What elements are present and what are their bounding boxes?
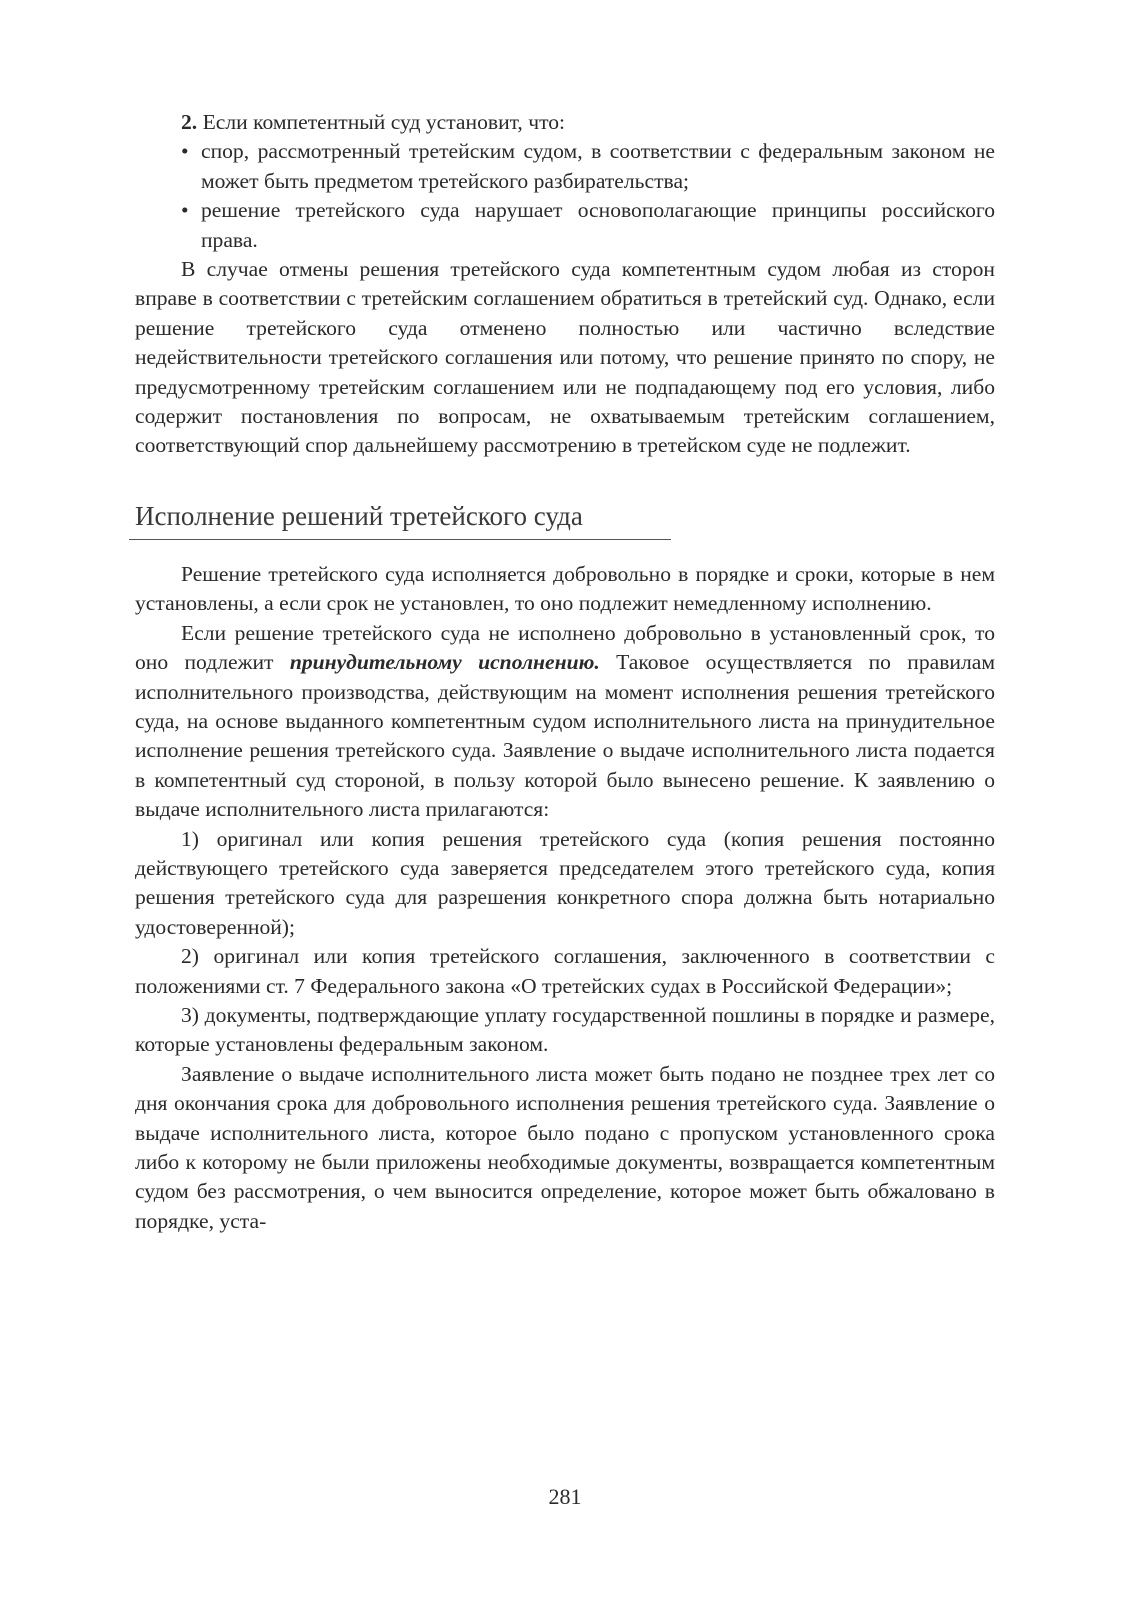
attachment-item-1: 1) оригинал или копия решения третейского суда (копия решения постоянно действующего третейского суда заверяется председателем этого третейского суда, копия решения третейского суда для разрешения конкретного спора должна быть нотариально удостоверенной); xyxy=(135,826,995,939)
attachment-item-3: 3) документы, подтверждающие уплату государственной пошлины в порядке и размере, которые установлены федеральным законом. xyxy=(135,1002,995,1057)
section-paragraph-2 xyxy=(135,619,995,825)
page-body xyxy=(135,108,995,1236)
section-heading-rule xyxy=(129,539,671,540)
intro-lead-text: Если компетентный суд установит, что: xyxy=(202,110,566,134)
section-paragraph-2-after: Таковое осуществляется по правилам исполнительного производства, действующим на момент исполнения решения третейского суда, на основе выданного компетентным судом исполнительного листа на принудительное исполнение решения третейского суда. Заявление о выдаче исполнительного листа подается в компетентный суд стороной, в пользу которой было вынесено решение. К заявлению о выдаче исполнительного листа прилагаются: xyxy=(135,650,995,822)
bullet-text: спор, рассмотренный третейским судом, в соответствии с федеральным законом не может быть предметом третейского разбирательства; xyxy=(201,139,995,193)
bullet-icon: • xyxy=(181,198,189,223)
intro-number: 2. xyxy=(181,110,198,134)
attachment-item-2: 2) оригинал или копия третейского соглашения, заключенного в соответствии с положениями ст. 7 Федерального закона «О третейских судах в Российской Федерации»; xyxy=(135,944,995,998)
intro-bullet-list xyxy=(135,137,995,255)
term-forced-execution: принудительному исполнению. xyxy=(289,650,600,675)
bullet-icon: • xyxy=(181,139,189,164)
list-item xyxy=(135,137,995,196)
page-number: 281 xyxy=(548,1484,582,1509)
section-paragraph-last: Заявление о выдаче исполнительного листа может быть подано не позднее трех лет со дня окончания срока для добровольного исполнения решения третейского суда. Заявление о выдаче исполнительного листа, которое было подано с пропуском установленного срока либо к которому не были приложены необходимые документы, возвращается компетентным судом без рассмотрения, о чем выносится определение, которое может быть обжаловано в порядке, уста- xyxy=(135,1061,995,1233)
list-item xyxy=(135,196,995,255)
bullet-text: решение третейского суда нарушает основополагающие принципы российского права. xyxy=(201,198,995,252)
section-paragraph-1: Решение третейского суда исполняется добровольно в порядке и сроки, которые в нем установлены, а если срок не установлен, то оно подлежит немедленному исполнению. xyxy=(135,561,995,616)
cancel-paragraph: В случае отмены решения третейского суда компетентным судом любая из сторон вправе в соответствии с третейским соглашением обратиться в третейский суд. Однако, если решение третейского суда отменено полностью или частично вследствие недействительности третейского соглашения или потому, что решение принято по спору, не предусмотренному третейским соглашением или не подпадающему под его условия, либо содержит постановления по вопросам, не охватываемым третейским соглашением, соответствующий спор дальнейшему рассмотрению в третейском суде не подлежит. xyxy=(135,257,995,458)
section-paragraph-2-before: Если решение третейского суда не исполнено добровольно в установленный срок, то оно подлежит xyxy=(135,620,995,675)
intro-lead-paragraph xyxy=(135,108,995,137)
section-heading: Исполнение решений третейского суда xyxy=(135,500,583,531)
